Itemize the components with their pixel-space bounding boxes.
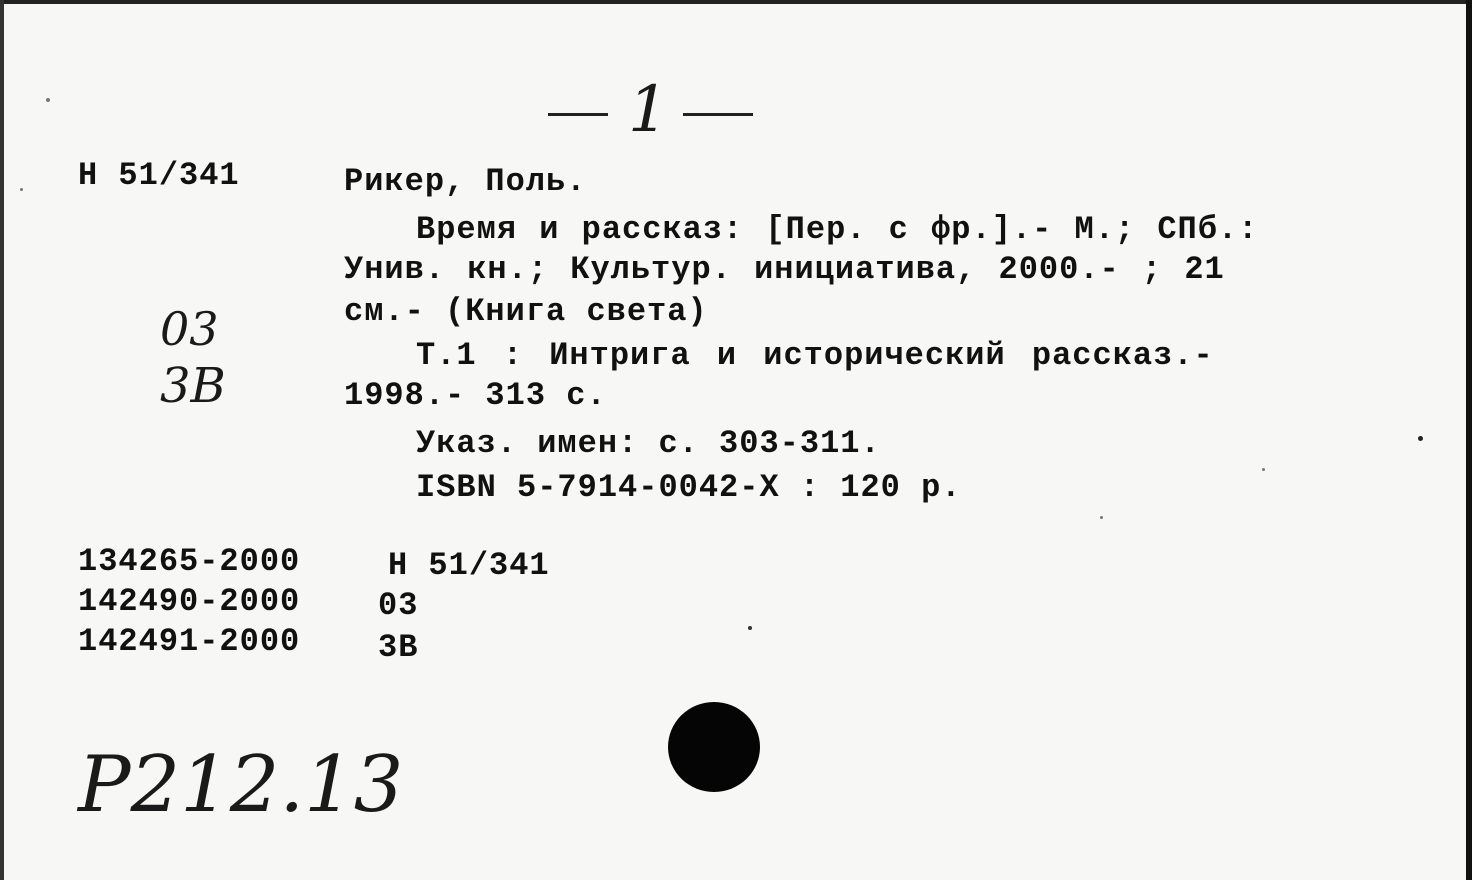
isbn-price: ISBN 5-7914-0042-X : 120 р. <box>416 469 962 506</box>
author-heading: Рикер, Поль. <box>344 163 587 200</box>
card-number <box>548 73 753 147</box>
holding-inventory-1: 134265-2000 <box>78 543 301 580</box>
card-left-edge <box>0 0 4 880</box>
speck <box>748 626 752 630</box>
holding-location-1: Н 51/341 <box>388 547 550 584</box>
card-number-value: 1 <box>628 73 669 147</box>
speck <box>1262 468 1265 471</box>
holding-location-3: 3В <box>378 629 419 666</box>
speck <box>1418 436 1423 441</box>
card-number-dash-left <box>548 113 608 116</box>
shelfmark: Н 51/341 <box>78 157 240 194</box>
title-line-3: см.- (Книга света) <box>344 293 708 330</box>
card-number-dash-right <box>683 113 753 116</box>
title-line-1: Время и рассказ: [Пер. с фр.].- М.; СПб.: <box>416 211 1259 248</box>
holding-inventory-2: 142490-2000 <box>78 583 301 620</box>
volume-line-2: 1998.- 313 с. <box>344 377 607 414</box>
speck <box>20 188 23 191</box>
volume-line-1: Т.1 : Интрига и исторический рассказ.- <box>416 337 1214 374</box>
card-top-edge <box>0 0 1472 4</box>
speck <box>1100 516 1103 519</box>
holding-inventory-3: 142491-2000 <box>78 623 301 660</box>
classification-mark: Р212.13 <box>78 740 404 830</box>
location-mark-2: 3В <box>160 358 226 414</box>
speck <box>46 98 50 102</box>
title-line-2: Унив. кн.; Культур. инициатива, 2000.- ; 21 <box>344 251 1225 288</box>
card-right-edge <box>1466 0 1472 880</box>
holding-location-2: 03 <box>378 587 419 624</box>
punch-hole <box>668 702 760 792</box>
index-note: Указ. имен: с. 303-311. <box>416 425 881 462</box>
location-mark-1: 03 <box>160 302 219 356</box>
